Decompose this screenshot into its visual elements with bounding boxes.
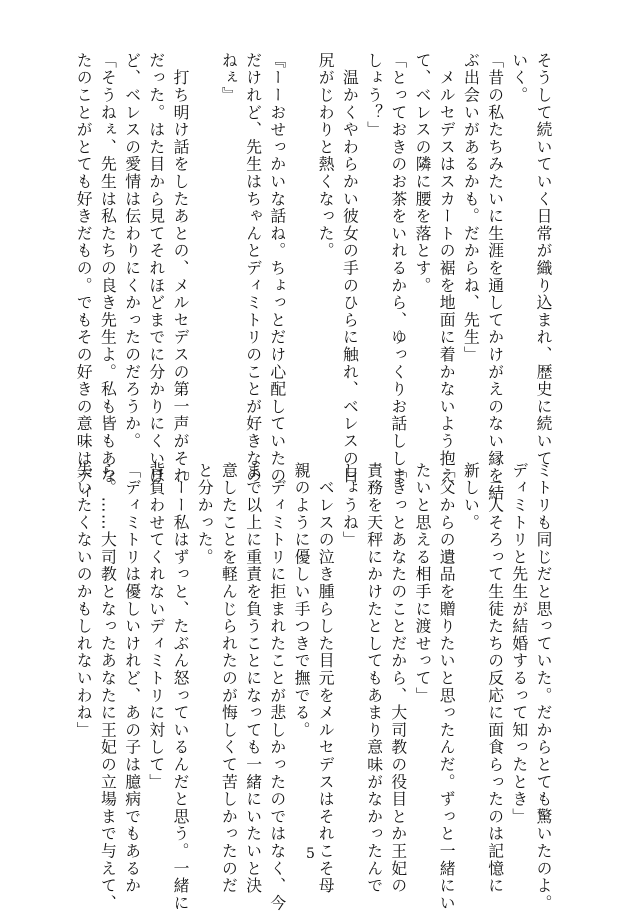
text-column: 尻がじわりと熱くなった。: [316, 52, 336, 260]
text-column: だけれど、先生はちゃんとディミトリのことが好きなの: [243, 52, 263, 485]
text-column: 「ーー私はずっと、たぶん怒っているんだと思う。一緒に: [171, 462, 190, 912]
text-column: ディミトリに拒まれたことが悲しかったのではなく、今: [267, 462, 287, 912]
text-column: 親のように優しい手つきで撫でる。: [292, 462, 311, 739]
text-column: 「そうねぇ、先生は私たちの良き先生よ。私も皆もあな: [98, 52, 118, 485]
text-column: 新しい。: [461, 462, 481, 532]
text-column: ら。……大司教となったあなたに王妃の立場まで与えて、: [98, 462, 118, 912]
text-column: そうして続いていく日常が織り込まれ、歴史に続いて: [534, 52, 553, 468]
text-column: 「昔の私たちみたいに生涯を通してかけがえのない縁を結: [485, 52, 505, 502]
text-column: たいと思える相手に渡せって」: [413, 462, 432, 705]
text-column: ミトリも同じだと思っていた。だからとても驚いたのよ。: [534, 462, 553, 912]
text-column: 「ディミトリは優しいけれど、あの子は臆病でもあるか: [122, 462, 142, 895]
text-column: 温かくやわらかい彼女の手のひらに触れ、ベレスの目: [340, 52, 360, 485]
text-column: だった。はた目から見てそれほどまでに分かりにくいほ: [146, 52, 166, 485]
text-column: 「父からの遺品を贈りたいと思ったんだ。ずっと一緒にい: [437, 462, 457, 912]
text-column: まで以上に重責を負うことになっても一緒にいたいと決: [243, 462, 263, 895]
text-column: 意したことを軽んじられたのが悔しくて苦しかったのだ: [219, 462, 239, 895]
text-column: しょうね」: [340, 462, 360, 549]
text-column: たのことがとても好きだもの。でもその好きの意味はディ: [74, 52, 94, 502]
text-column: メルセデスはスカートの裾を地面に着かないよう抱え: [437, 52, 457, 485]
text-column: と分かった。: [195, 462, 215, 566]
text-column: て、ベレスの隣に腰を落とす。: [413, 52, 432, 295]
text-column: いく。: [509, 52, 529, 104]
text-column: ぶ出会いがあるかも。だからね、先生」: [461, 52, 481, 364]
text-column: 失いたくないのかもしれないわね」: [74, 462, 94, 739]
text-column: 責務を天秤にかけたとしてもあまり意味がなかったんで: [364, 462, 384, 895]
text-column: ねぇ』: [219, 52, 239, 104]
text-column: 「とっておきのお茶をいれるから、ゆっくりお話ししま: [388, 52, 408, 485]
text-column: 打ち明け話をしたあとの、メルセデスの第一声がそれ: [171, 52, 190, 485]
text-column: ディミトリと先生が結婚するって知ったとき」: [509, 462, 529, 826]
text-column: ベレスの泣き腫らした目元をメルセデスはそれこそ母: [316, 462, 336, 895]
text-column: しょう？」: [364, 52, 384, 139]
text-column: 「きっとあなたのことだから、大司教の役目とか王妃の: [388, 462, 408, 895]
bottom-text-tier: [71, 462, 553, 912]
text-column: 背負わせてくれないディミトリに対して」: [146, 462, 166, 791]
text-column: ど、ベレスの愛情は伝わりにくかったのだろうか。: [122, 52, 142, 450]
text-column: 『ーーおせっかいな話ね。ちょっとだけ心配していたの: [267, 52, 287, 485]
page-number: 5: [306, 846, 315, 862]
text-column: 二人そろって生徒たちの反応に面食らったのは記憶に: [485, 462, 505, 895]
